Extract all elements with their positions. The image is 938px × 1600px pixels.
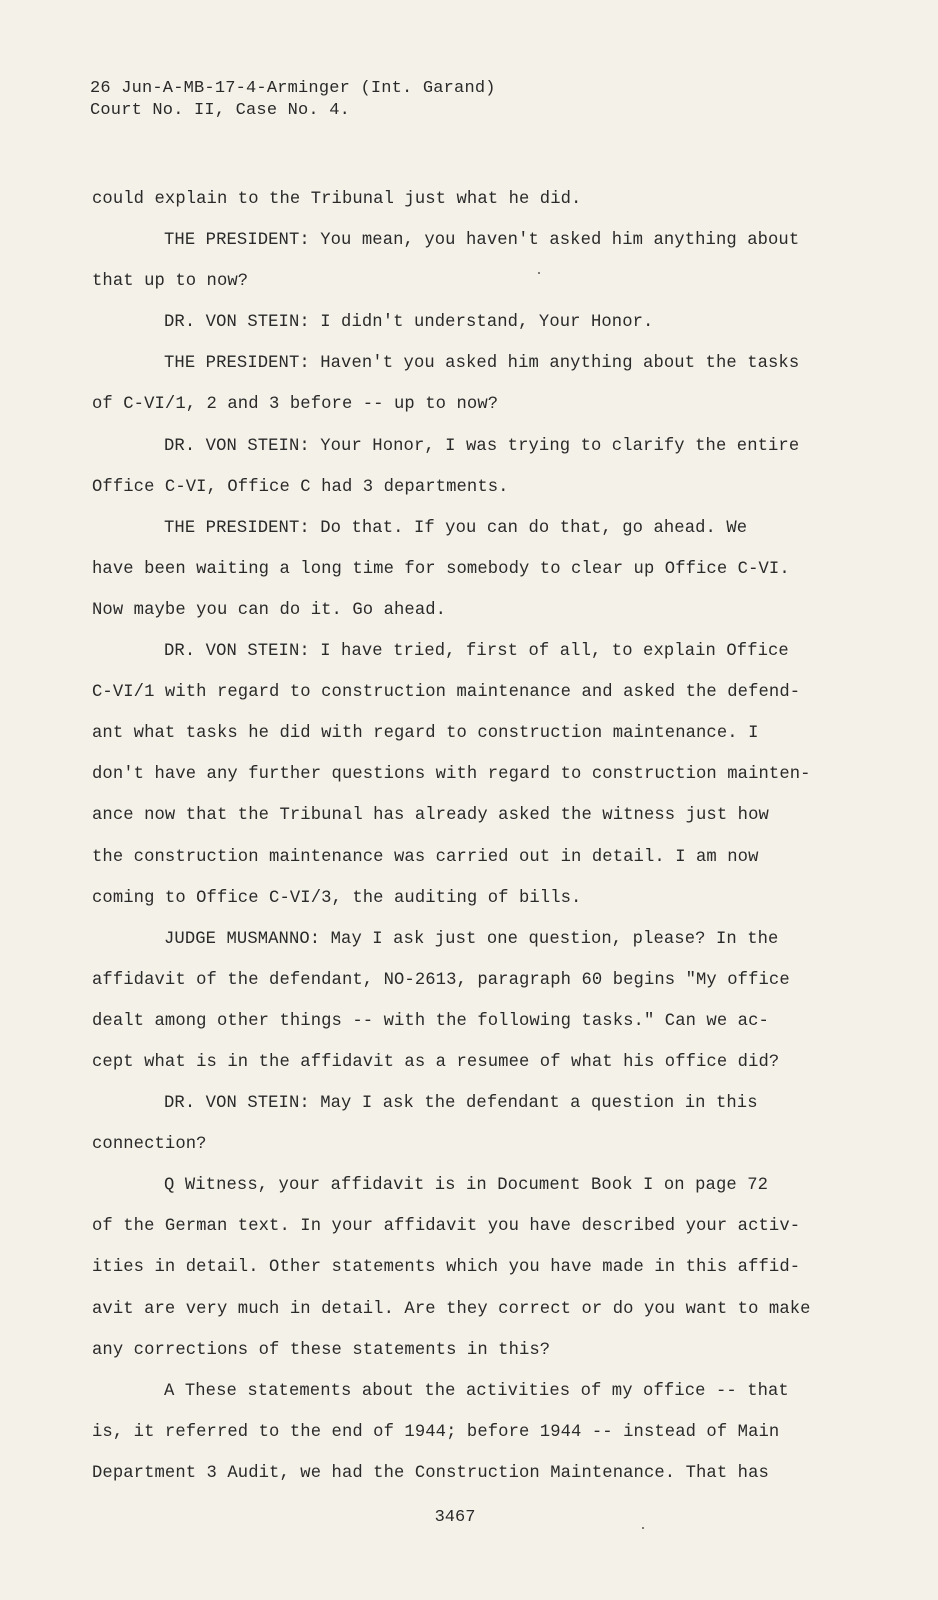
transcript-line: dealt among other things -- with the following tasks." Can we ac- [92, 1011, 769, 1031]
header-line-2: Court No. II, Case No. 4. [90, 101, 351, 120]
transcript-line: DR. VON STEIN: I have tried, first of all, to explain Office [164, 642, 789, 662]
transcript-line: Now maybe you can do it. Go ahead. [92, 600, 447, 620]
transcript-line: Q Witness, your affidavit is in Document Book I on page 72 [164, 1176, 769, 1196]
stray-mark [642, 1527, 644, 1529]
page-number: 3467 [434, 1508, 476, 1527]
transcript-line: of the German text. In your affidavit you have described your activ- [92, 1217, 801, 1237]
document-header [90, 78, 496, 122]
transcript-line: C-VI/1 with regard to construction maintenance and asked the defend- [92, 683, 801, 703]
transcript-line: THE PRESIDENT: You mean, you haven't asked him anything about [164, 231, 800, 251]
transcript-line: affidavit of the defendant, NO-2613, paragraph 60 begins "My office [92, 970, 790, 990]
transcript-line: DR. VON STEIN: May I ask the defendant a question in this [164, 1094, 758, 1114]
transcript-line: DR. VON STEIN: Your Honor, I was trying to clarify the entire [164, 436, 800, 456]
transcript-line: JUDGE MUSMANNO: May I ask just one question, please? In the [164, 929, 779, 949]
transcript-line: Department 3 Audit, we had the Construction Maintenance. That has [92, 1463, 769, 1483]
transcript-line: any corrections of these statements in this? [92, 1340, 551, 1360]
transcript-line: THE PRESIDENT: Do that. If you can do that, go ahead. We [164, 518, 748, 538]
header-line-1: 26 Jun-A-MB-17-4-Arminger (Int. Garand) [90, 79, 496, 98]
transcript-line: coming to Office C-VI/3, the auditing of bills. [92, 888, 582, 908]
transcript-line: that up to now? [92, 272, 249, 292]
transcript-line: Office C-VI, Office C had 3 departments. [92, 477, 509, 497]
transcript-line: THE PRESIDENT: Haven't you asked him anything about the tasks [164, 354, 800, 374]
transcript-line: avit are very much in detail. Are they correct or do you want to make [92, 1299, 811, 1319]
transcript-line: have been waiting a long time for somebody to clear up Office C-VI. [92, 559, 790, 579]
transcript-body [92, 179, 812, 1494]
transcript-line: ance now that the Tribunal has already asked the witness just how [92, 806, 769, 826]
transcript-line: A These statements about the activities of my office -- that [164, 1381, 789, 1401]
transcript-line: connection? [92, 1135, 207, 1155]
transcript-line: don't have any further questions with regard to construction mainten- [92, 765, 811, 785]
transcript-line: cept what is in the affidavit as a resumee of what his office did? [92, 1052, 780, 1072]
transcript-line: ities in detail. Other statements which you have made in this affid- [92, 1258, 801, 1278]
transcript-line: could explain to the Tribunal just what he did. [92, 190, 582, 209]
transcript-line: the construction maintenance was carried out in detail. I am now [92, 847, 759, 867]
transcript-line: of C-VI/1, 2 and 3 before -- up to now? [92, 395, 499, 415]
transcript-line: is, it referred to the end of 1944; before 1944 -- instead of Main [92, 1422, 780, 1442]
transcript-line: ant what tasks he did with regard to construction maintenance. I [92, 724, 759, 744]
transcript-line: DR. VON STEIN: I didn't understand, Your Honor. [164, 313, 654, 333]
stray-mark [538, 272, 540, 274]
